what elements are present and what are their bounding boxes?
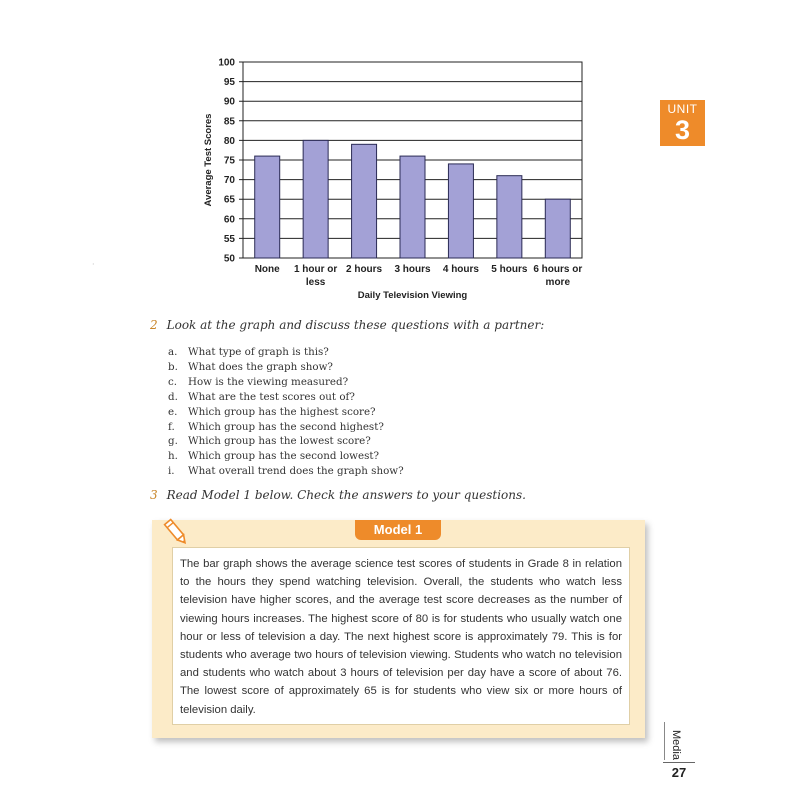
question-item-text: Which group has the highest score? <box>188 405 376 418</box>
question-item <box>168 360 404 375</box>
question-item <box>168 345 404 360</box>
margin-mark: · <box>92 260 95 269</box>
question-item-text: Which group has the second highest? <box>188 420 384 433</box>
question-item-text: What does the graph show? <box>188 360 333 373</box>
question-2-text: Look at the graph and discuss these questions with a partner: <box>166 318 545 332</box>
question-item-letter: h. <box>168 450 178 463</box>
question-item-letter: a. <box>168 346 178 358</box>
model-title: Model 1 <box>355 520 441 540</box>
question-item-letter: i. <box>168 465 175 478</box>
y-tick-label: 90 <box>223 96 235 108</box>
question-2-list <box>168 345 404 479</box>
unit-badge <box>660 100 705 146</box>
x-tick-label: less <box>305 277 326 288</box>
bar <box>352 144 377 258</box>
bar <box>400 156 425 258</box>
pencil-icon <box>160 515 192 549</box>
y-tick-label: 85 <box>223 116 235 128</box>
y-tick-label: 75 <box>223 155 235 167</box>
x-tick-label: more <box>545 277 571 288</box>
question-item-letter: f. <box>168 420 175 433</box>
question-2-number: 2 <box>150 318 158 332</box>
x-tick-label: 6 hours or <box>533 264 583 275</box>
question-item-letter: g. <box>168 435 178 448</box>
model-text-panel <box>172 547 630 725</box>
section-label: Media <box>670 730 682 760</box>
question-item-letter: c. <box>168 375 178 388</box>
question-item-letter: d. <box>168 390 178 403</box>
question-item <box>168 390 404 405</box>
unit-label: UNIT <box>667 102 698 116</box>
question-2-heading <box>150 318 544 332</box>
question-item <box>168 449 404 464</box>
y-tick-label: 65 <box>223 194 235 206</box>
bar <box>448 164 473 258</box>
question-item <box>168 375 404 390</box>
y-tick-label: 95 <box>223 77 235 89</box>
x-tick-label: 5 hours <box>491 264 528 275</box>
question-item-text: Which group has the lowest score? <box>188 435 371 448</box>
x-tick-label: 3 hours <box>394 264 431 275</box>
bar <box>255 156 280 258</box>
bar <box>545 199 570 258</box>
question-3-text: Read Model 1 below. Check the answers to your questions. <box>166 488 526 502</box>
y-tick-label: 50 <box>223 253 235 265</box>
x-tick-label: 2 hours <box>346 264 383 275</box>
question-item <box>168 464 404 479</box>
page-number: 27 <box>671 765 687 780</box>
page-divider <box>663 762 695 763</box>
y-tick-label: 80 <box>223 135 235 147</box>
question-item-letter: b. <box>168 360 178 373</box>
bar <box>497 176 522 258</box>
y-tick-label: 100 <box>218 57 235 69</box>
question-item-text: What are the test scores out of? <box>188 390 355 403</box>
x-tick-label: None <box>254 264 280 275</box>
question-item <box>168 434 404 449</box>
y-tick-label: 60 <box>223 214 235 226</box>
bar-chart <box>190 50 600 310</box>
question-item-text: How is the viewing measured? <box>188 375 349 388</box>
y-axis-title: Average Test Scores <box>203 113 214 207</box>
question-item-text: Which group has the second lowest? <box>188 450 380 463</box>
x-axis-title: Daily Television Viewing <box>357 290 468 301</box>
bar <box>303 140 328 258</box>
question-3-number: 3 <box>150 488 158 502</box>
question-item-text: What overall trend does the graph show? <box>188 465 404 478</box>
question-item-text: What type of graph is this? <box>188 346 329 358</box>
x-tick-label: 4 hours <box>442 264 479 275</box>
question-item-letter: e. <box>168 405 178 418</box>
question-3-heading <box>150 488 526 502</box>
y-tick-label: 55 <box>223 233 235 245</box>
question-item <box>168 420 404 435</box>
y-tick-label: 70 <box>223 175 235 187</box>
chart-svg <box>190 50 600 310</box>
question-item <box>168 405 404 420</box>
x-tick-label: 1 hour or <box>293 264 338 275</box>
model-text: The bar graph shows the average science test scores of students in Grade 8 in relation to the hours they spend watching television. Overall, the students who watch less television have higher scores, and the average test score decreases as the number of viewing hours increases. The highest score of 80 is for students who usually watch one hour or less of television a day. The next highest score is approximately 79. This is for students who average two hours of television viewing. Students who watch no television and students who watch about 3 hours of television per day have a score of about 76. The lowest score of approximately 65 is for students who view six or more hours of television daily. <box>180 558 622 716</box>
unit-number: 3 <box>674 115 691 145</box>
